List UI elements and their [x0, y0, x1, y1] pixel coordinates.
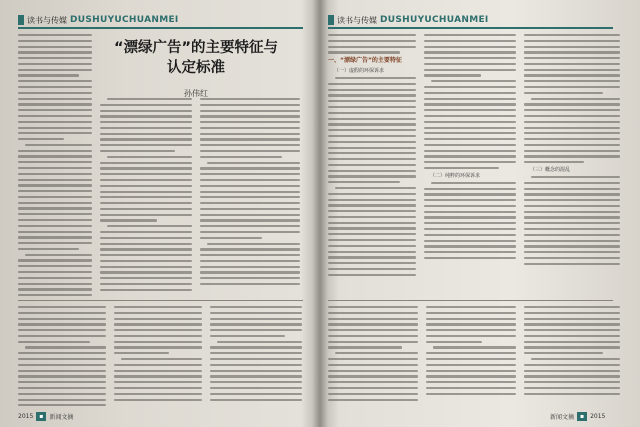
- right-page-bottom-column-3: [524, 306, 620, 408]
- right-page-footer: [550, 411, 605, 421]
- header-accent-bar: [328, 15, 334, 25]
- subhead-main-features: 一、“漂绿广告”的主要特征: [328, 57, 402, 65]
- header-rule: [328, 27, 613, 29]
- right-footer-page-number: 2015: [590, 412, 606, 420]
- right-page-header: [328, 14, 489, 26]
- right-page-section-rule: [328, 300, 613, 301]
- subhead-concept-confusion: （三）概念的混乱: [530, 166, 571, 173]
- article-title-line-2: 认定标准: [167, 60, 225, 76]
- right-page-column-3: [524, 34, 620, 296]
- right-page-bottom-column-2: [426, 306, 516, 408]
- right-page-bottom-column-1: [328, 306, 418, 408]
- article-title-block: [102, 38, 290, 99]
- header-section-cn: 读书与传媒: [337, 15, 377, 25]
- right-page: [322, 0, 640, 427]
- left-page-bottom-column-1: [18, 306, 106, 408]
- right-footer-label: 新闻文摘: [550, 413, 575, 421]
- header-rule: [18, 27, 303, 29]
- subhead-pure-claims: （二）纯粹的环保诉求: [430, 172, 481, 179]
- left-page: [0, 0, 318, 427]
- article-title-line-1: “漂绿广告”的主要特征与: [113, 40, 279, 56]
- left-page-bottom-column-3: [210, 306, 302, 408]
- header-section-cn: 读书与传媒: [27, 15, 67, 25]
- left-footer-page-number: 2015: [18, 412, 34, 420]
- left-page-column-1: [18, 34, 92, 296]
- left-footer-badge: ▪: [36, 412, 46, 421]
- header-section-en: DUSHUYUCHUANMEI: [380, 15, 489, 25]
- left-page-column-3: [200, 98, 300, 296]
- left-page-section-rule: [18, 300, 303, 301]
- left-page-bottom-column-2: [114, 306, 202, 408]
- subhead-false-claims: （一）虚假的环保诉求: [334, 68, 385, 75]
- right-page-column-2: [424, 34, 516, 296]
- right-footer-badge: ▪: [577, 412, 587, 421]
- left-page-column-2: [100, 98, 192, 296]
- header-accent-bar: [18, 15, 24, 25]
- header-section-en: DUSHUYUCHUANMEI: [70, 15, 179, 25]
- article-author: 孙伟红: [184, 89, 208, 98]
- left-footer-label: 新闻文摘: [49, 413, 74, 421]
- left-page-header: [18, 14, 179, 26]
- left-page-footer: [18, 411, 73, 421]
- right-page-column-1: [328, 34, 416, 296]
